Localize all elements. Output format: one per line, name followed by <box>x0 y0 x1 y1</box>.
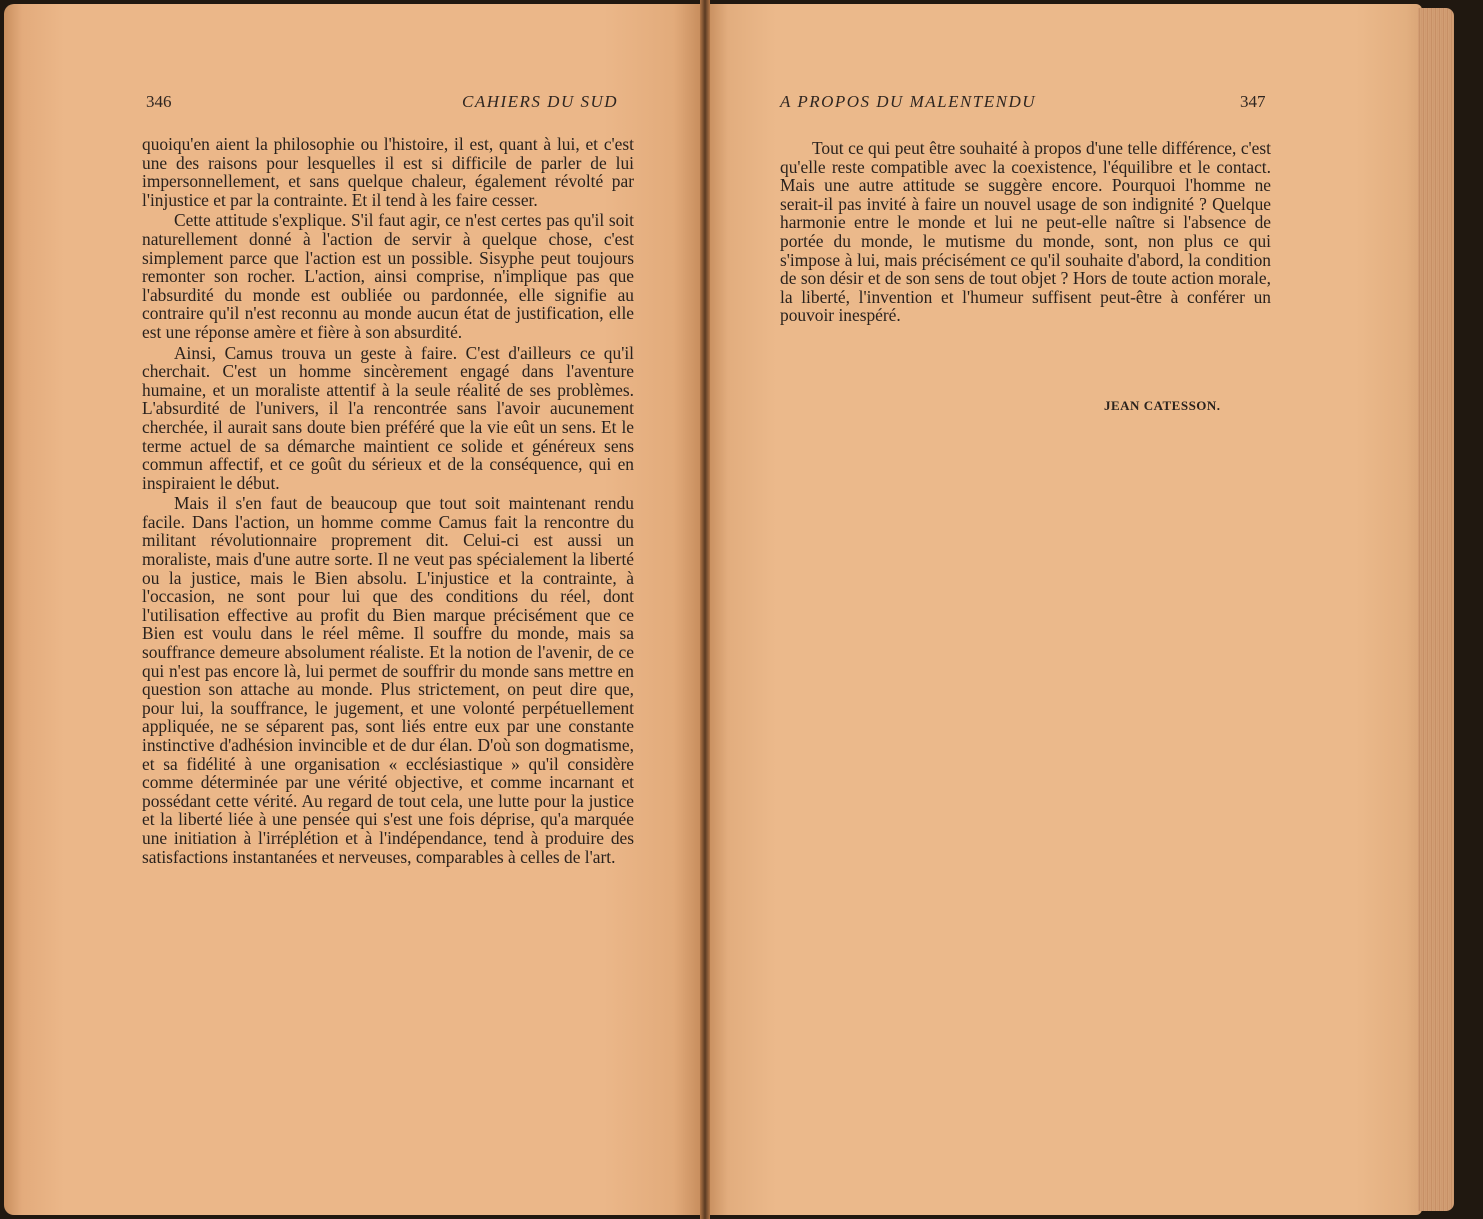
right-running-title <box>780 92 1036 112</box>
author-signature: JEAN CATESSON. <box>1104 398 1221 413</box>
paragraph: Mais il s'en faut de beaucoup que tout soit maintenant rendu facile. Dans l'action, un homme comme Camus fait la rencontre du militant révolutionnaire proprement dit. Celui-ci est aussi un moraliste, mais d'une autre sorte. Il ne veut pas spécialement la liberté ou la justice, mais le Bien absolu. L'injustice et la contrainte, à l'occasion, ne sont pour lui que des conditions du réel, dont l'utilisation effective au profit du Bien marque précisément que ce Bien est voulu dans le réel même. Il souffre du monde, mais sa souffrance demeure absolument réaliste. Et la notion de l'avenir, de ce qui n'est pas encore là, lui permet de souffrir du monde sans mettre en question son attache au monde. Plus strictement, on peut dire que, pour lui, la souffrance, le jugement, et une volonté perpétuellement appliquée, ne se séparent pas, sont liés entre eux par une constante instinctive d'adhésion invincible et de dur élan. D'où son dogmatisme, et sa fidélité à une organisation « ecclésiastique » qu'il considère comme déterminée par une vérité objective, et comme incarnant et possédant cette vérité. Au regard de tout cela, une lutte pour la justice et la liberté liée à une pensée qui s'est une fois déprise, qu'a marquée une initiation à l'irréplétion et à l'indépendance, tend à produire des satisfactions instantanées et nerveuses, comparables à celles de l'art. <box>142 493 634 867</box>
right-running-title-text: A PROPOS DU MALENTENDU <box>780 92 1037 111</box>
right-page-number: 347 <box>1240 92 1266 111</box>
left-running-title-text: CAHIERS DU SUD <box>462 92 619 111</box>
page-edges <box>1418 8 1454 1211</box>
left-body-text <box>142 135 634 866</box>
paragraph: quoiqu'en aient la philosophie ou l'histoire, il est, quant à lui, et c'est une des raisons pour lesquelles il est si difficile de parler de lui impersonnellement, et sans quelque chaleur, également révolté par l'injustice et par la contrainte. Et il tend à les faire cesser. <box>142 134 634 210</box>
right-body-text <box>780 139 1271 325</box>
book-gutter <box>700 0 710 1219</box>
left-page-number: 346 <box>146 92 172 111</box>
left-running-title <box>462 92 618 112</box>
paragraph: Ainsi, Camus trouva un geste à faire. C'est d'ailleurs ce qu'il cherchait. C'est un homme sincèrement engagé dans l'aventure humaine, et un moraliste attentif à la seule réalité de ses problèmes. L'absurdité de l'univers, il l'a rencontrée sans l'avoir aucunement cherchée, il aurait sans doute bien préféré que la vie eût un sens. Et le terme actuel de sa démarche maintient ce solide et généreux sens commun affectif, et ce goût du sérieux et de la conséquence, qui en inspiraient le début. <box>142 342 634 493</box>
paragraph: Cette attitude s'explique. S'il faut agir, ce n'est certes pas qu'il soit naturellement donné à l'action de servir à quelque chose, c'est simplement parce que l'action est un possible. Sisyphe peut toujours remonter son rocher. L'action, ainsi comprise, n'implique pas que l'absurdité du monde est oubliée ou pardonnée, elle signifie au contraire qu'il n'est reconnu au monde aucun état de justification, elle est une réponse amère et fière à son absurdité. <box>142 210 634 342</box>
paragraph: Tout ce qui peut être souhaité à propos d'une telle différence, c'est qu'elle reste compatible avec la coexistence, l'équilibre et le contact. Mais une autre attitude se suggère encore. Pourquoi l'homme ne serait-il pas invité à faire un nouvel usage de son indignité ? Quelque harmonie entre le monde et lui ne peut-elle naître si l'absence de portée du monde, le mutisme du monde, sont, non plus ce qui s'impose à lui, mais précisément ce qu'il souhaite d'abord, la condition de son désir et de son sens de tout objet ? Hors de toute action morale, la liberté, l'invention et l'humeur suffisent peut-être à conférer un pouvoir inespéré. <box>780 138 1271 326</box>
